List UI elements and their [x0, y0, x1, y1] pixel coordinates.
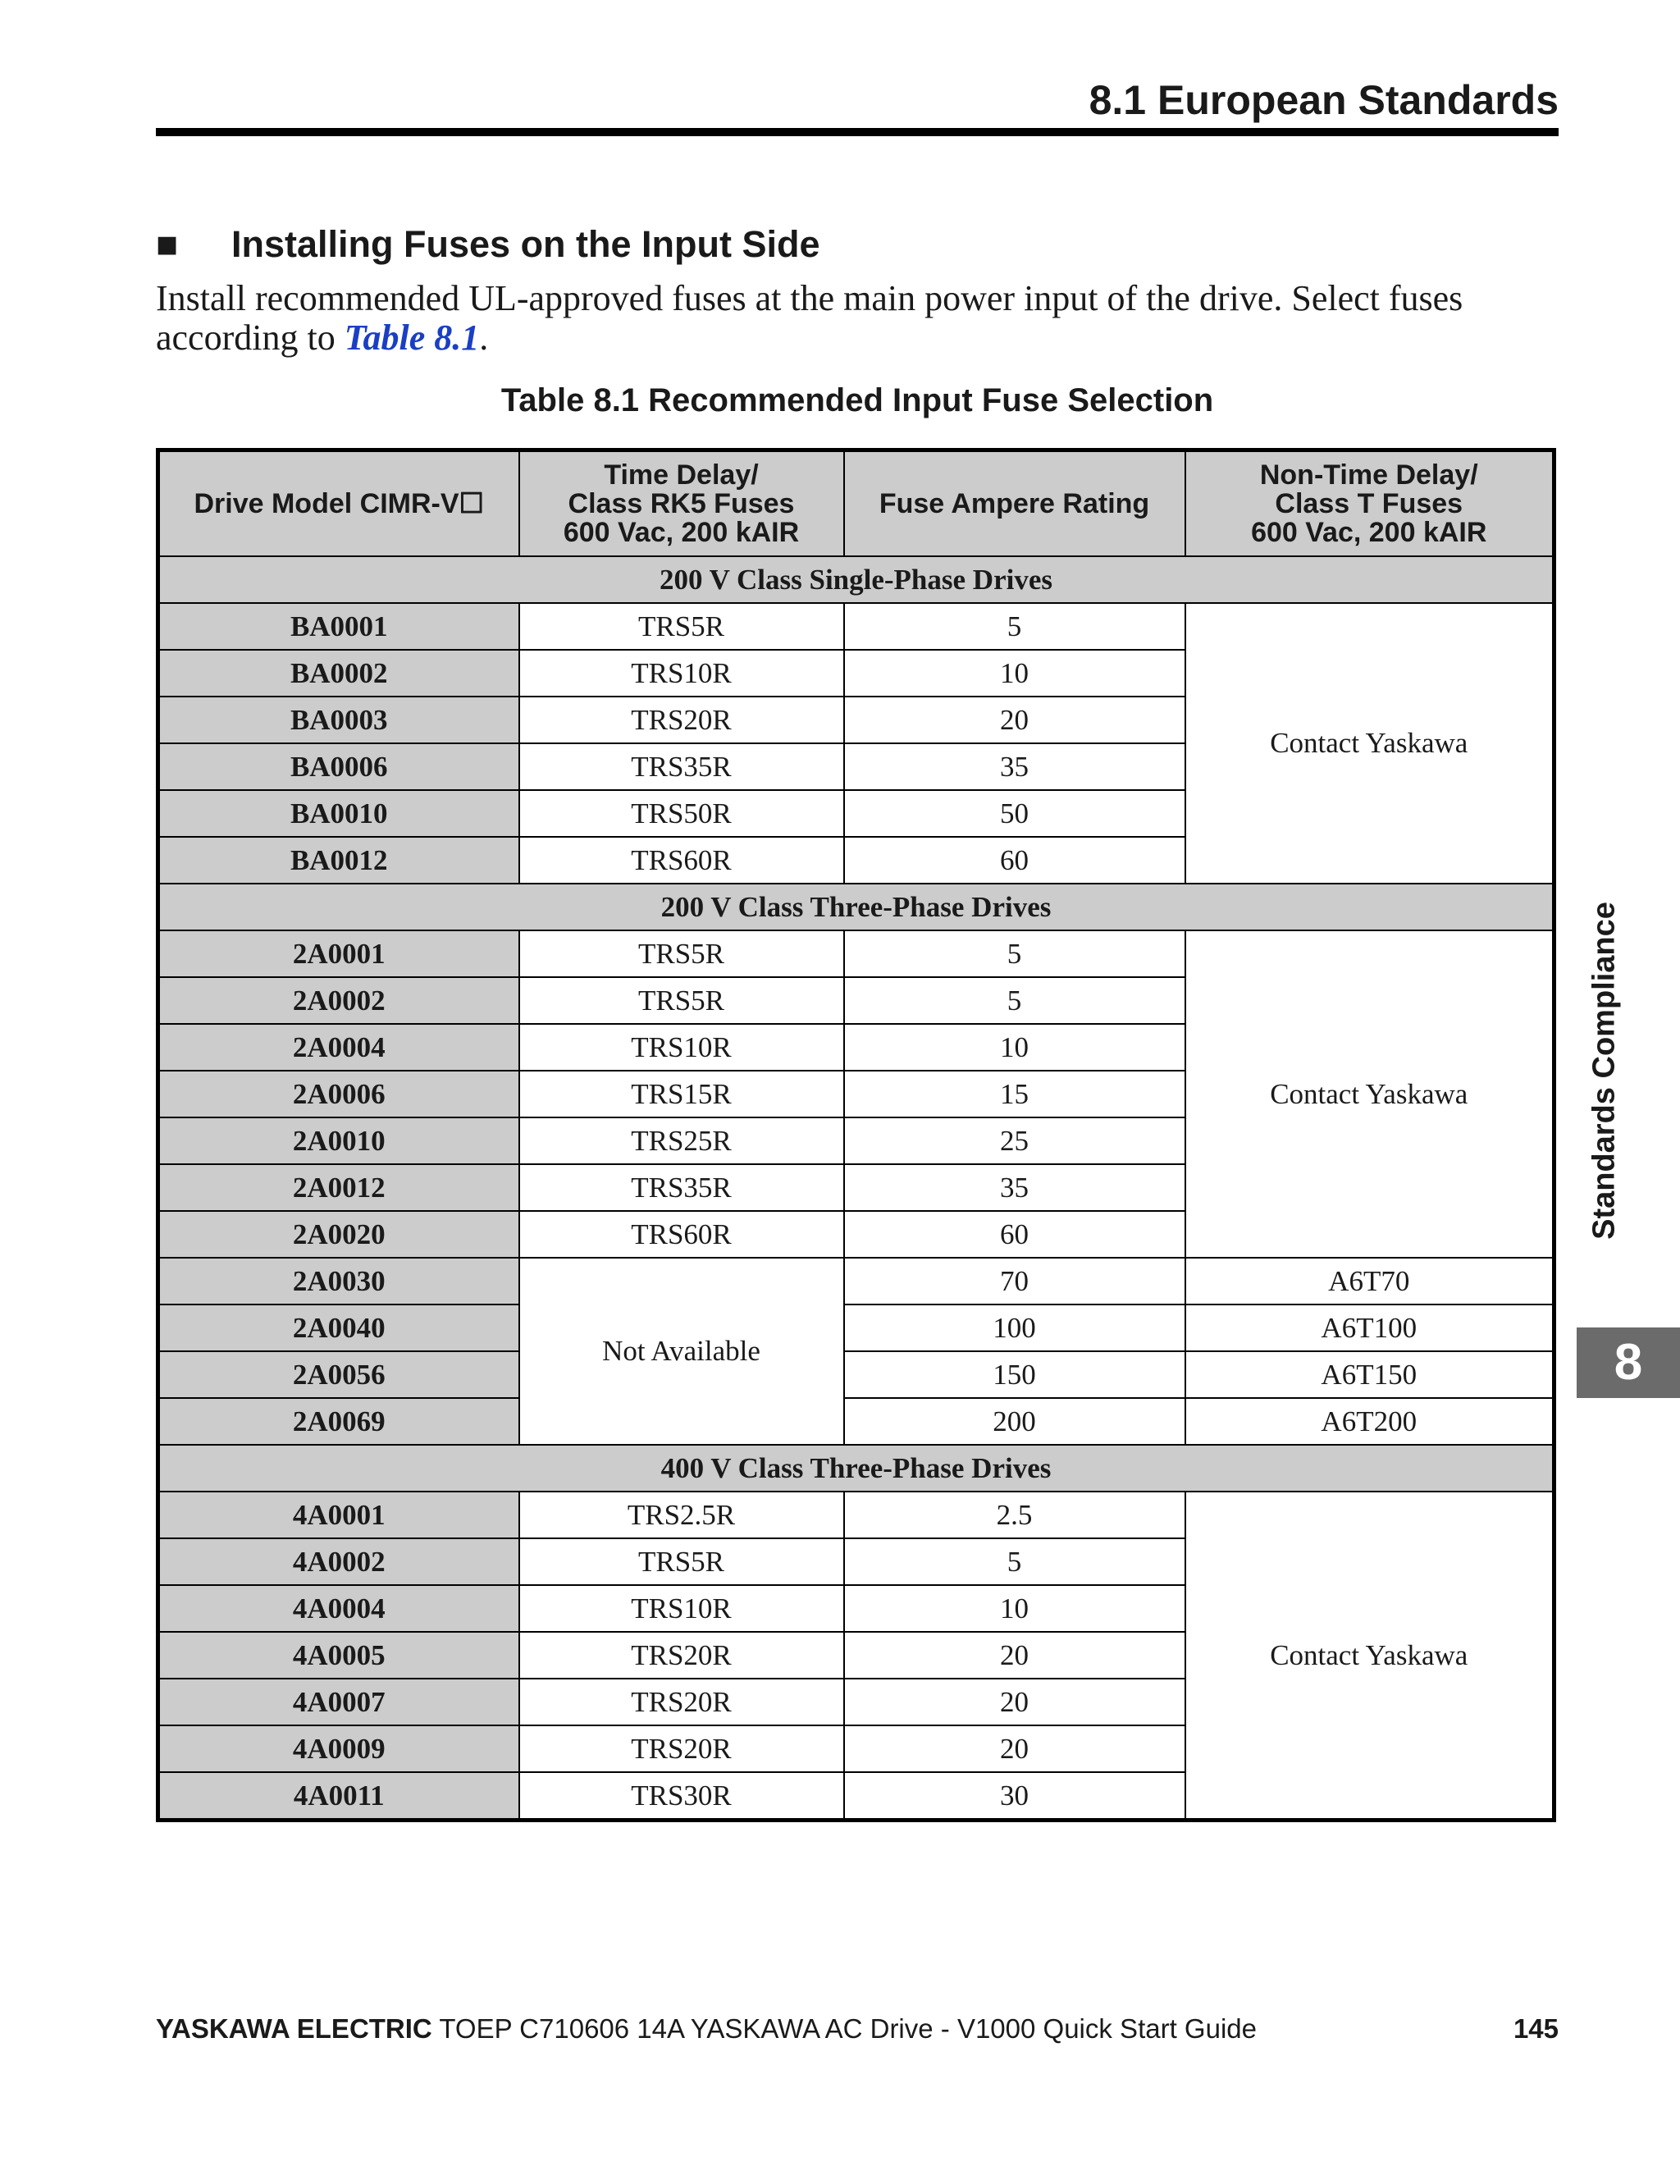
page-footer	[156, 2008, 1559, 2049]
header-line: Class RK5 Fuses	[568, 487, 795, 519]
header-rk5-fuses	[519, 450, 844, 557]
page-number: 145	[1513, 2013, 1559, 2044]
drive-model-cell: BA0002	[158, 650, 519, 697]
ampere-rating-cell: 15	[844, 1071, 1185, 1117]
header-line: Class T Fuses	[1275, 487, 1463, 519]
drive-model-cell: 2A0056	[158, 1351, 519, 1398]
drive-model-cell: BA0006	[158, 743, 519, 790]
drive-model-cell: 4A0004	[158, 1585, 519, 1632]
rk5-fuse-cell: TRS60R	[519, 837, 844, 884]
drive-model-cell: 2A0006	[158, 1071, 519, 1117]
section-title: 8.1 European Standards	[1089, 77, 1559, 123]
drive-model-cell: 2A0001	[158, 930, 519, 977]
class-t-fuse-cell: A6T100	[1185, 1304, 1554, 1351]
rk5-fuse-cell: TRS5R	[519, 977, 844, 1024]
group-row	[158, 1445, 1554, 1492]
drive-model-cell: 4A0007	[158, 1679, 519, 1725]
header-drive-model: Drive Model CIMR-V☐	[158, 450, 519, 557]
rk5-fuse-cell: TRS35R	[519, 743, 844, 790]
drive-model-cell: 4A0011	[158, 1772, 519, 1821]
group-label: 200 V Class Single-Phase Drives	[158, 556, 1554, 603]
drive-model-cell: BA0010	[158, 790, 519, 837]
table-row	[158, 1304, 1554, 1351]
side-tab-label: Standards Compliance	[1586, 902, 1622, 1240]
drive-model-cell: 2A0010	[158, 1117, 519, 1164]
header-fuse-rating: Fuse Ampere Rating	[844, 450, 1185, 557]
header-line: Non-Time Delay/	[1259, 459, 1478, 491]
footer-doc-title: TOEP C710606 14A YASKAWA AC Drive - V1000 Quick Start Guide	[431, 2013, 1257, 2044]
ampere-rating-cell: 100	[844, 1304, 1185, 1351]
ampere-rating-cell: 10	[844, 1024, 1185, 1071]
contact-yaskawa-cell: Contact Yaskawa	[1185, 930, 1554, 1258]
table-row	[158, 1398, 1554, 1445]
rk5-fuse-cell: TRS10R	[519, 1024, 844, 1071]
intro-paragraph	[156, 279, 1550, 358]
square-bullet-icon: ■	[156, 223, 179, 265]
ampere-rating-cell: 2.5	[844, 1492, 1185, 1538]
ampere-rating-cell: 35	[844, 1164, 1185, 1211]
group-row	[158, 556, 1554, 603]
class-t-fuse-cell: A6T200	[1185, 1398, 1554, 1445]
rk5-fuse-cell: TRS5R	[519, 1538, 844, 1585]
intro-text: Install recommended UL-approved fuses at the main power input of the drive. Select fuses according to	[156, 278, 1463, 358]
drive-model-cell: 2A0030	[158, 1258, 519, 1304]
ampere-rating-cell: 25	[844, 1117, 1185, 1164]
rk5-fuse-cell: TRS20R	[519, 1679, 844, 1725]
group-label: 400 V Class Three-Phase Drives	[158, 1445, 1554, 1492]
rk5-fuse-cell: TRS15R	[519, 1071, 844, 1117]
rk5-fuse-cell: TRS10R	[519, 1585, 844, 1632]
table-body	[158, 556, 1554, 1821]
table-reference-link[interactable]: Table 8.1	[344, 318, 480, 358]
ampere-rating-cell: 60	[844, 1211, 1185, 1258]
rk5-fuse-cell: TRS5R	[519, 930, 844, 977]
table-row	[158, 1492, 1554, 1538]
rk5-fuse-cell: TRS50R	[519, 790, 844, 837]
ampere-rating-cell: 200	[844, 1398, 1185, 1445]
ampere-rating-cell: 20	[844, 1725, 1185, 1772]
contact-yaskawa-cell: Contact Yaskawa	[1185, 1492, 1554, 1821]
ampere-rating-cell: 150	[844, 1351, 1185, 1398]
section-heading	[156, 220, 820, 269]
ampere-rating-cell: 50	[844, 790, 1185, 837]
contact-yaskawa-cell: Contact Yaskawa	[1185, 603, 1554, 884]
ampere-rating-cell: 60	[844, 837, 1185, 884]
drive-model-cell: 4A0005	[158, 1632, 519, 1679]
table-caption: Table 8.1 Recommended Input Fuse Selection	[500, 382, 1214, 418]
ampere-rating-cell: 20	[844, 697, 1185, 743]
group-row	[158, 884, 1554, 930]
rk5-fuse-cell: TRS10R	[519, 650, 844, 697]
footer-brand: YASKAWA ELECTRIC	[156, 2013, 432, 2044]
drive-model-cell: 2A0020	[158, 1211, 519, 1258]
header-class-t-fuses	[1185, 450, 1554, 557]
header-line: 600 Vac, 200 kAIR	[563, 516, 800, 548]
class-t-fuse-cell: A6T150	[1185, 1351, 1554, 1398]
fuse-selection-table	[156, 448, 1556, 1822]
header-line: Time Delay/	[604, 459, 759, 491]
rk5-fuse-cell: TRS20R	[519, 697, 844, 743]
drive-model-cell: 4A0001	[158, 1492, 519, 1538]
drive-model-cell: 2A0040	[158, 1304, 519, 1351]
group-label: 200 V Class Three-Phase Drives	[158, 884, 1554, 930]
heading-text: Installing Fuses on the Input Side	[231, 223, 820, 265]
drive-model-cell: BA0003	[158, 697, 519, 743]
class-t-fuse-cell: A6T70	[1185, 1258, 1554, 1304]
drive-model-cell: 4A0002	[158, 1538, 519, 1585]
ampere-rating-cell: 10	[844, 1585, 1185, 1632]
ampere-rating-cell: 5	[844, 603, 1185, 650]
drive-model-cell: 2A0002	[158, 977, 519, 1024]
drive-model-cell: BA0001	[158, 603, 519, 650]
drive-model-cell: 2A0012	[158, 1164, 519, 1211]
rk5-fuse-cell: TRS25R	[519, 1117, 844, 1164]
rk5-fuse-cell: TRS35R	[519, 1164, 844, 1211]
ampere-rating-cell: 70	[844, 1258, 1185, 1304]
ampere-rating-cell: 20	[844, 1632, 1185, 1679]
drive-model-cell: 4A0009	[158, 1725, 519, 1772]
intro-end: .	[479, 318, 489, 358]
drive-model-cell: BA0012	[158, 837, 519, 884]
ampere-rating-cell: 30	[844, 1772, 1185, 1821]
ampere-rating-cell: 35	[844, 743, 1185, 790]
rk5-fuse-cell: TRS2.5R	[519, 1492, 844, 1538]
header-rule	[156, 128, 1559, 136]
table-header-row	[158, 450, 1554, 557]
rk5-fuse-cell: TRS20R	[519, 1725, 844, 1772]
not-available-cell: Not Available	[519, 1258, 844, 1445]
drive-model-cell: 2A0069	[158, 1398, 519, 1445]
rk5-fuse-cell: TRS30R	[519, 1772, 844, 1821]
table-row	[158, 603, 1554, 650]
table-row	[158, 930, 1554, 977]
chapter-number-tab: 8	[1577, 1327, 1680, 1398]
ampere-rating-cell: 5	[844, 930, 1185, 977]
table-row	[158, 1258, 1554, 1304]
ampere-rating-cell: 20	[844, 1679, 1185, 1725]
header-line: 600 Vac, 200 kAIR	[1251, 516, 1487, 548]
drive-model-cell: 2A0004	[158, 1024, 519, 1071]
rk5-fuse-cell: TRS20R	[519, 1632, 844, 1679]
rk5-fuse-cell: TRS60R	[519, 1211, 844, 1258]
ampere-rating-cell: 5	[844, 977, 1185, 1024]
ampere-rating-cell: 10	[844, 650, 1185, 697]
table-row	[158, 1351, 1554, 1398]
rk5-fuse-cell: TRS5R	[519, 603, 844, 650]
ampere-rating-cell: 5	[844, 1538, 1185, 1585]
